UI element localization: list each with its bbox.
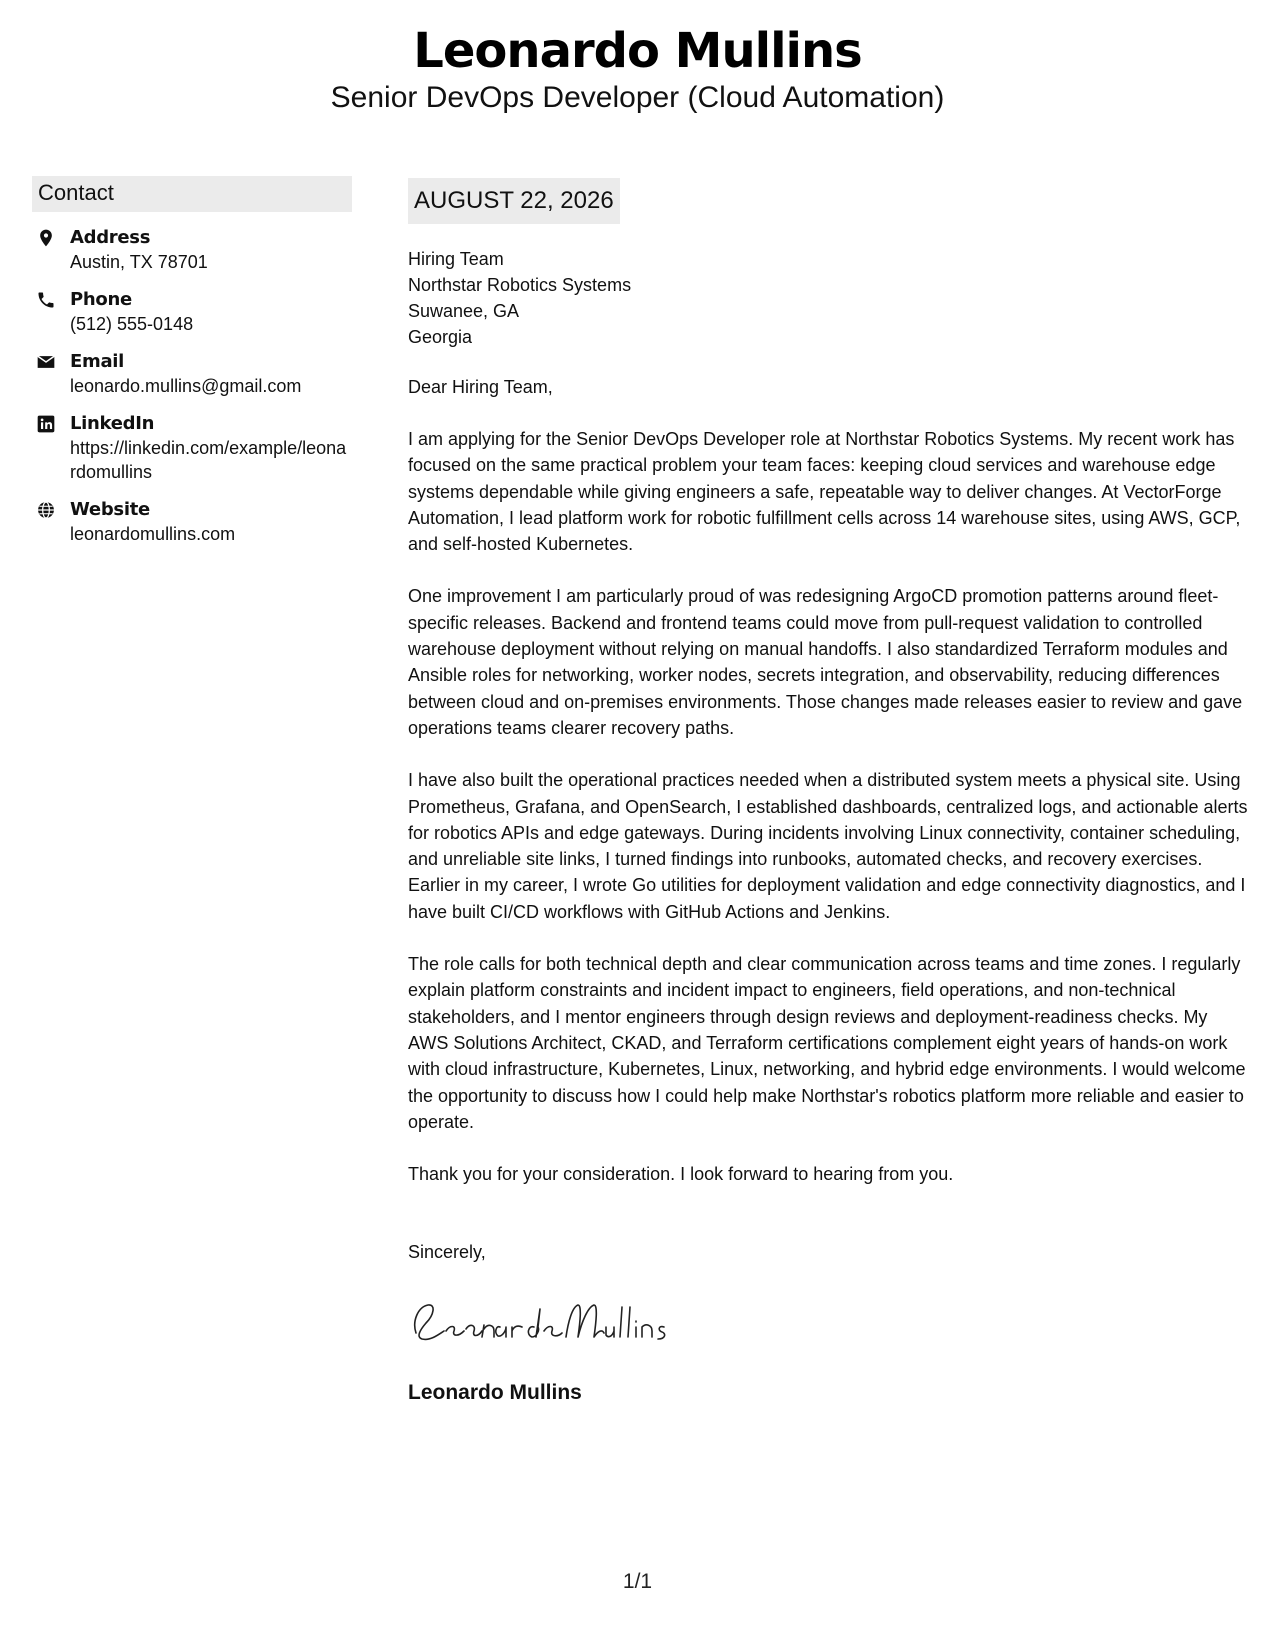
letter-date: AUGUST 22, 2026	[408, 178, 620, 224]
email-icon	[36, 352, 60, 376]
contact-label: Phone	[70, 289, 132, 310]
recipient-line: Northstar Robotics Systems	[408, 275, 632, 295]
phone-icon	[36, 290, 60, 314]
sidebar-title: Contact	[32, 176, 352, 212]
contact-email	[32, 350, 352, 398]
candidate-role: Senior DevOps Developer (Cloud Automation)	[330, 81, 945, 114]
recipient-line: Georgia	[408, 327, 473, 347]
candidate-name: Leonardo Mullins	[413, 23, 862, 79]
header	[0, 22, 1275, 116]
salutation: Dear Hiring Team,	[408, 377, 553, 397]
contact-label: Address	[70, 227, 151, 248]
globe-icon	[36, 500, 60, 524]
letter-body	[408, 178, 1248, 1407]
signer-name: Leonardo Mullins	[408, 1381, 582, 1405]
contact-value[interactable]: leonardomullins.com	[70, 524, 236, 544]
paragraph: I am applying for the Senior DevOps Developer role at Northstar Robotics Systems. My recent work has focused on the same practical problem your team faces: keeping cloud services and warehouse edge systems dependable while giving engineers a safe, repeatable way to deliver changes. At VectorForge Automation, I lead platform work for robotic fulfillment cells across 14 warehouse sites, using AWS, GCP, and self-hosted Kubernetes.	[408, 429, 1241, 555]
paragraph: Thank you for your consideration. I look forward to hearing from you.	[408, 1164, 954, 1185]
closing: Sincerely,	[408, 1242, 486, 1263]
recipient-block	[408, 246, 1248, 350]
linkedin-icon	[36, 414, 60, 438]
paragraph: I have also built the operational practices needed when a distributed system meets a physical site. Using Prometheus, Grafana, and OpenSearch, I established dashboards, centralized logs, and actionable alerts for robotics APIs and edge gateways. During incidents involving Linux connectivity, container scheduling, and unreliable site links, I turned findings into runbooks, automated checks, and recovery exercises. Earlier in my career, I wrote Go utilities for deployment validation and edge connectivity diagnostics, and I have built CI/CD workflows with GitHub Actions and Jenkins.	[408, 770, 1248, 922]
contact-linkedin	[32, 412, 352, 484]
paragraph: One improvement I am particularly proud of was redesigning ArgoCD promotion patterns around fleet-specific releases. Backend and frontend teams could move from pull-request validation to controlled warehouse deployment without relying on manual handoffs. I also standardized Terraform modules and Ansible roles for networking, worker nodes, secrets integration, and observability, reducing differences between cloud and on-premises environments. Those changes made releases easier to review and gave operations teams clearer recovery paths.	[408, 586, 1243, 738]
contact-value: Austin, TX 78701	[70, 252, 208, 272]
location-pin-icon	[36, 228, 60, 252]
handwritten-signature	[408, 1293, 1248, 1349]
recipient-line: Hiring Team	[408, 249, 504, 269]
contact-label: Email	[70, 351, 125, 372]
recipient-line: Suwanee, GA	[408, 301, 520, 321]
contact-address	[32, 226, 352, 274]
contact-value[interactable]: https://linkedin.com/example/leonardomullins	[70, 438, 347, 482]
paragraph: The role calls for both technical depth and clear communication across teams and time zones. I regularly explain platform constraints and incident impact to engineers, field operations, and non-technical stakeholders, and I mentor engineers through design reviews and deployment-readiness checks. My AWS Solutions Architect, CKAD, and Terraform certifications complement eight years of hands-on work with cloud infrastructure, Kubernetes, Linux, networking, and hybrid edge environments. I would welcome the opportunity to discuss how I could help make Northstar's robotics platform more reliable and easier to operate.	[408, 954, 1246, 1132]
contact-label: LinkedIn	[70, 413, 155, 434]
contact-sidebar	[32, 176, 352, 546]
contact-website	[32, 498, 352, 546]
contact-value: leonardo.mullins@gmail.com	[70, 376, 302, 396]
contact-label: Website	[70, 499, 150, 520]
page-indicator: 1/1	[622, 1570, 653, 1593]
contact-value: (512) 555-0148	[70, 314, 194, 334]
contact-phone	[32, 288, 352, 336]
